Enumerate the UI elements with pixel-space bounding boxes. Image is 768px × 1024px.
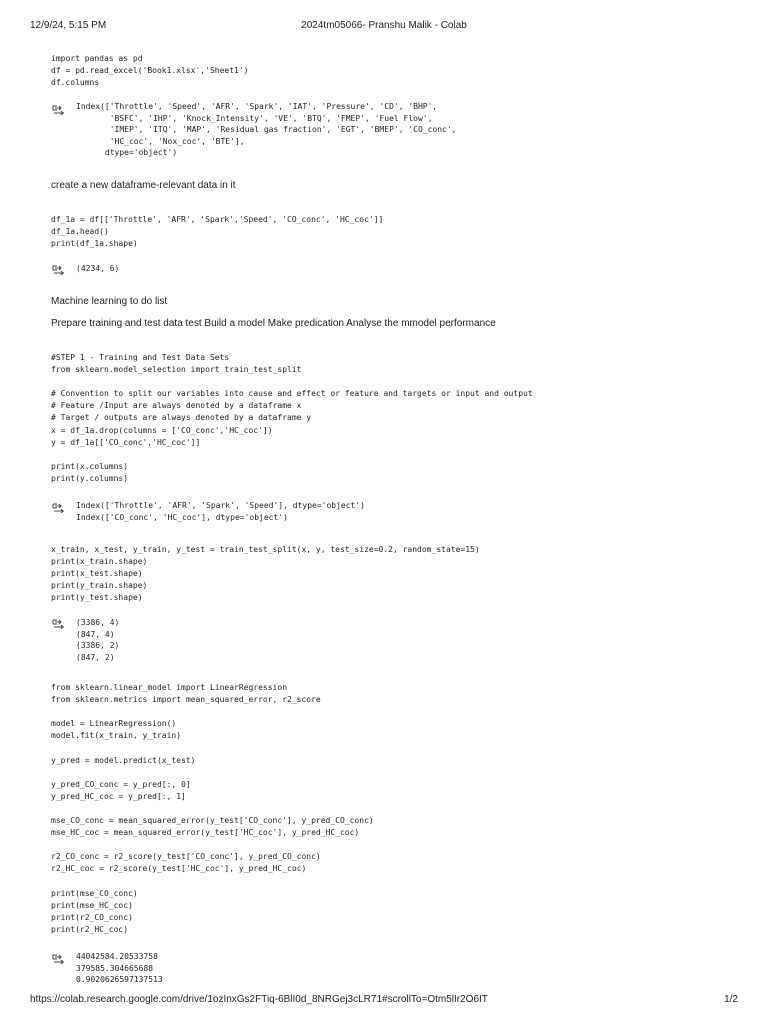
page-title: 2024tm05066- Pranshu Malik - Colab: [301, 20, 467, 31]
output-df-1a-shape: (4234, 6): [76, 264, 120, 273]
text-cell-new-dataframe: create a new dataframe-relevant data in it: [51, 180, 236, 191]
code-cell-linear-regression[interactable]: from sklearn.linear_model import LinearRegression from sklearn.metrics import mean_squared_error, r2_score model = LinearRegression() model.fit(x_train, y_train) y_pred = model.predict(x_test) y_pred_CO_conc = y_pred[:, 0] y_pred_HC_coc = y_pred[:, 1] mse_CO_conc = mean_squared_error(y_test['CO_conc'], y_pred_CO_conc) mse_HC_coc = mean_squared_error(y_test['HC_coc'], y_pred_HC_coc) r2_CO_conc = r2_score(y_test['CO_conc'], y_pred_CO_conc) r2_HC_coc = r2_score(y_test['HC_coc'], y_pred_HC_coc) print(mse_CO_conc) print(mse_HC_coc) print(r2_CO_conc) print(r2_HC_coc): [51, 683, 374, 934]
output-metrics: 44042584.20533758 379585.304665688 0.9020626597137513: [76, 952, 163, 984]
code-cell-df-1a[interactable]: df_1a = df[['Throttle', 'AFR', 'Spark','Speed', 'CO_conc', 'HC_coc']] df_1a.head() print(df_1a.shape): [51, 215, 384, 249]
output-df-columns: Index(['Throttle', 'Speed', 'AFR', 'Spark', 'IAT', 'Pressure', 'CD', 'BHP', 'BSFC', 'IHP', 'Knock_Intensity', 'VE', 'BTQ', 'FMEP', 'Fuel Flow', 'IMEP', 'ITQ', 'MAP', 'Residual gas fraction', 'EGT', 'BMEP', 'CO_conc', 'HC_coc', 'Nox_coc', 'BTE'], dtype='object'): [76, 102, 457, 157]
output-split-shapes: (3386, 4) (847, 4) (3386, 2) (847, 2): [76, 618, 120, 662]
output-arrow-icon[interactable]: [52, 953, 66, 964]
output-arrow-icon[interactable]: [52, 618, 66, 629]
code-cell-import-pandas[interactable]: import pandas as pd df = pd.read_excel('Book1.xlsx','Sheet1') df.columns: [51, 54, 249, 88]
text-cell-prepare-steps: Prepare training and test data test Build a model Make predication Analyse the mmodel performance: [51, 318, 496, 329]
print-datetime: 12/9/24, 5:15 PM: [30, 20, 107, 31]
page-number: 1/2: [724, 994, 738, 1005]
output-arrow-icon[interactable]: [52, 104, 66, 115]
code-cell-train-test-split[interactable]: #STEP 1 - Training and Test Data Sets from sklearn.model_selection import train_test_split # Convention to split our variables into cause and effect or feature and targets or input and output # Feature /Input are always denoted by a dataframe x # Target / outputs are always denoted by a dataframe y x = df_1a.drop(columns = ['CO_conc','HC_coc']) y = df_1a[['CO_conc','HC_coc']] print(x.columns) print(y.columns): [51, 353, 533, 483]
text-cell-ml-todo: Machine learning to do list: [51, 296, 168, 307]
output-arrow-icon[interactable]: [52, 502, 66, 513]
output-arrow-icon[interactable]: [52, 264, 66, 275]
code-cell-split-shapes[interactable]: x_train, x_test, y_train, y_test = train_test_split(x, y, test_size=0.2, random_state=15) print(x_train.shape) print(x_test.shape) print(y_train.shape) print(y_test.shape): [51, 545, 480, 603]
footer-url: https://colab.research.google.com/drive/1ozInxGs2FTiq-6BlI0d_8NRGej3cLR71#scrollTo=Otm5lIr2O6IT: [30, 994, 488, 1005]
output-xy-columns: Index(['Throttle', 'AFR', 'Spark', 'Speed'], dtype='object') Index(['CO_conc', 'HC_coc'], dtype='object'): [76, 501, 365, 522]
